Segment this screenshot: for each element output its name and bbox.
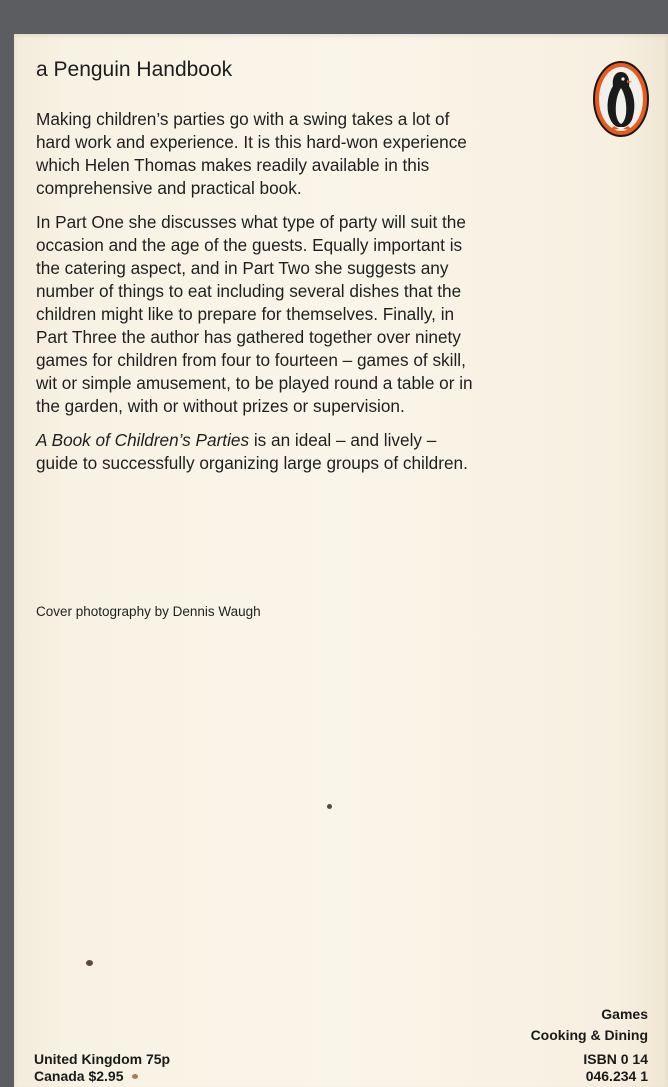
- price-uk: United Kingdom 75p: [34, 1051, 171, 1067]
- price-canada: Canada $2.95: [34, 1068, 124, 1084]
- cover-credit: Cover photography by Dennis Waugh: [36, 604, 261, 619]
- blurb: [36, 108, 476, 486]
- book-back-cover: [14, 34, 668, 1087]
- stain-speck: [86, 960, 93, 966]
- prices: [34, 1051, 170, 1085]
- series-title: a Penguin Handbook: [36, 58, 233, 81]
- isbn-line-1: ISBN 0 14: [583, 1051, 648, 1067]
- penguin-logo-icon: [592, 60, 650, 138]
- blurb-paragraph-3-text: is an ideal – and lively – guide to successfully organizing large groups of children.: [36, 430, 468, 473]
- category-games: Games: [601, 1006, 648, 1022]
- book-title: A Book of Children’s Parties: [36, 430, 250, 450]
- stain-speck: [132, 1074, 138, 1079]
- isbn: [583, 1051, 648, 1085]
- blurb-paragraph-3: [36, 429, 476, 475]
- blurb-paragraph-1: Making children’s parties go with a swing takes a lot of hard work and experience. It is this hard-won experience which Helen Thomas makes readily available in this comprehensive and practical book.: [36, 109, 467, 198]
- stain-speck: [327, 804, 332, 809]
- blurb-paragraph-2: In Part One she discusses what type of party will suit the occasion and the age of the guests. Equally important is the catering aspect, and in Part Two she suggests any number of things to eat including several dishes that the children might like to prepare for themselves. Finally, in Part Three the author has gathered together over ninety games for children from four to fourteen – games of skill, wit or simple amusement, to be played round a table or in the garden, with or without prizes or supervision.: [36, 212, 473, 416]
- isbn-line-2: 046.234 1: [585, 1068, 648, 1084]
- category-cooking: Cooking & Dining: [530, 1027, 648, 1043]
